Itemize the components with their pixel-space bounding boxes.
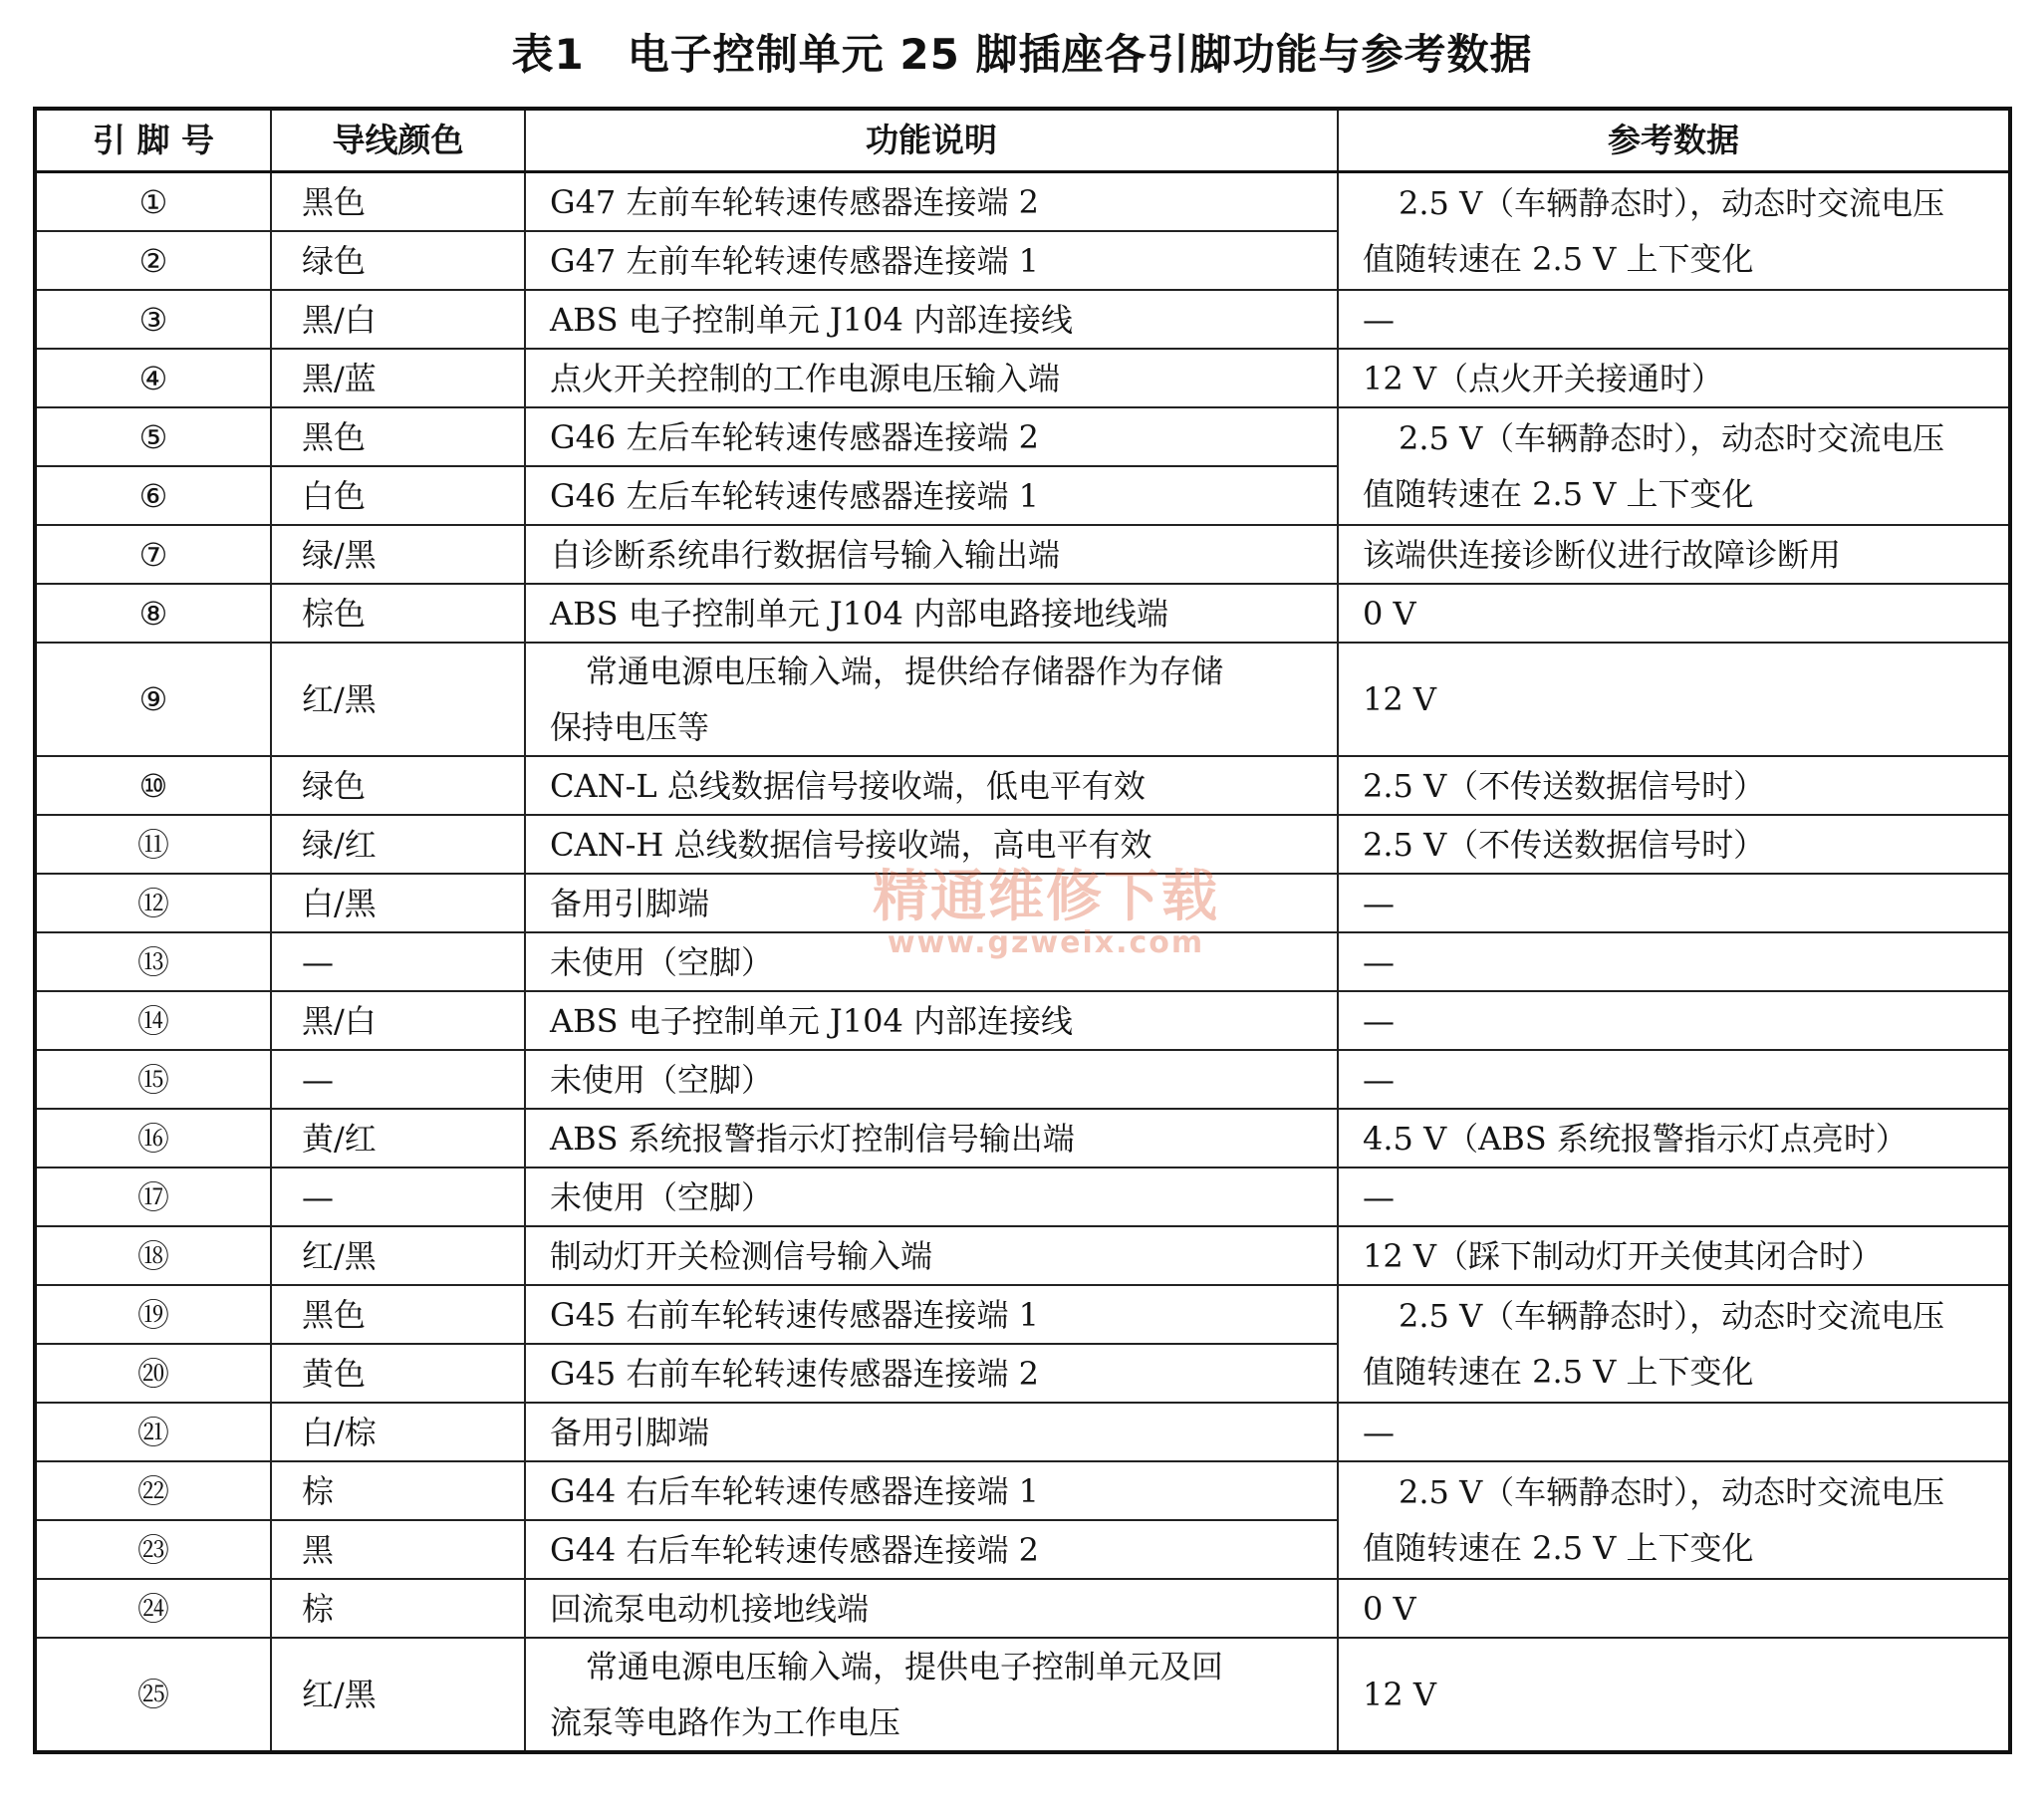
reference-data: 2.5 V（不传送数据信号时） [1338,756,2010,815]
table-row [35,172,2010,232]
wire-color: 黑/白 [271,290,525,349]
wire-color: 黑 [271,1520,525,1579]
table-row [35,290,2010,349]
reference-data: 12 V [1338,643,2010,756]
reference-data: 12 V（踩下制动灯开关使其闭合时） [1338,1226,2010,1285]
function-description: 备用引脚端 [525,1403,1338,1461]
table-row [35,1050,2010,1109]
function-description: ABS 电子控制单元 J104 内部电路接地线端 [525,584,1338,643]
reference-line: 2.5 V（车辆静态时），动态时交流电压 [1399,419,1945,457]
pin-number: ⑰ [35,1167,271,1226]
pin-number: ㉕ [35,1638,271,1752]
reference-data: — [1338,874,2010,932]
function-description: G44 右后车轮转速传感器连接端 2 [525,1520,1338,1579]
wire-color: 黑色 [271,172,525,232]
wire-color: 红/黑 [271,1638,525,1752]
pin-number: ② [35,231,271,290]
table-row [35,1579,2010,1638]
table-row [35,1461,2010,1520]
function-description: G46 左后车轮转速传感器连接端 1 [525,466,1338,525]
table-row [35,1226,2010,1285]
table-row [35,991,2010,1050]
wire-color: 棕 [271,1461,525,1520]
header-function: 功能说明 [525,109,1338,172]
function-description: ABS 电子控制单元 J104 内部连接线 [525,290,1338,349]
wire-color: 绿/红 [271,815,525,874]
reference-data: 该端供连接诊断仪进行故障诊断用 [1338,525,2010,584]
table-title: 表1 电子控制单元 25 脚插座各引脚功能与参考数据 [511,30,1533,79]
reference-data: — [1338,290,2010,349]
wire-color: 黑色 [271,1285,525,1344]
pin-number: ⑩ [35,756,271,815]
reference-data: 0 V [1338,1579,2010,1638]
reference-line: 值随转速在 2.5 V 上下变化 [1363,475,1754,513]
pin-number: ㉒ [35,1461,271,1520]
function-description: 未使用（空脚） [525,932,1338,991]
reference-data: 2.5 V（不传送数据信号时） [1338,815,2010,874]
pin-number: ⑪ [35,815,271,874]
wire-color: 白/棕 [271,1403,525,1461]
reference-line: 值随转速在 2.5 V 上下变化 [1363,240,1754,278]
reference-data [1338,1285,2010,1403]
function-line: 常通电源电压输入端，提供给存储器作为存储 [586,652,1224,690]
wire-color: 绿/黑 [271,525,525,584]
pin-number: ⑱ [35,1226,271,1285]
function-description: ABS 系统报警指示灯控制信号输出端 [525,1109,1338,1167]
reference-data: — [1338,1050,2010,1109]
wire-color: 棕 [271,1579,525,1638]
table-row [35,815,2010,874]
wire-color: 红/黑 [271,1226,525,1285]
watermark-text: 精通维修下载 [873,864,1219,929]
pin-number: ⑤ [35,407,271,466]
function-description: 未使用（空脚） [525,1167,1338,1226]
function-description: G47 左前车轮转速传感器连接端 2 [525,172,1338,232]
reference-line: 2.5 V（车辆静态时），动态时交流电压 [1399,1473,1945,1511]
function-description: G44 右后车轮转速传感器连接端 1 [525,1461,1338,1520]
pin-number: ⑧ [35,584,271,643]
reference-data: 4.5 V（ABS 系统报警指示灯点亮时） [1338,1109,2010,1167]
wire-color: — [271,932,525,991]
pin-number: ⑨ [35,643,271,756]
wire-color: 黄色 [271,1344,525,1403]
wire-color: — [271,1167,525,1226]
wire-color: 白色 [271,466,525,525]
wire-color: 黑/蓝 [271,349,525,407]
watermark-url: www.gzweix.com [887,925,1205,960]
pin-number: ④ [35,349,271,407]
reference-data: — [1338,1403,2010,1461]
wire-color: 绿色 [271,231,525,290]
table-row [35,756,2010,815]
reference-line: 值随转速在 2.5 V 上下变化 [1363,1529,1754,1567]
pin-number: ⑲ [35,1285,271,1344]
table-row [35,874,2010,932]
table-header-row [35,109,2010,172]
function-description: 备用引脚端 [525,874,1338,932]
wire-color: 棕色 [271,584,525,643]
wire-color: — [271,1050,525,1109]
reference-data [1338,407,2010,525]
function-description: G47 左前车轮转速传感器连接端 1 [525,231,1338,290]
function-description: CAN-H 总线数据信号接收端，高电平有效 [525,815,1338,874]
table-row [35,525,2010,584]
function-description: G46 左后车轮转速传感器连接端 2 [525,407,1338,466]
function-description: 点火开关控制的工作电源电压输入端 [525,349,1338,407]
wire-color: 红/黑 [271,643,525,756]
pin-function-table [33,107,2012,1754]
reference-data: 12 V（点火开关接通时） [1338,349,2010,407]
header-pin: 引 脚 号 [35,109,271,172]
reference-data: 12 V [1338,1638,2010,1752]
reference-data: — [1338,1167,2010,1226]
table-row [35,932,2010,991]
function-description: CAN-L 总线数据信号接收端，低电平有效 [525,756,1338,815]
table-row [35,1109,2010,1167]
pin-number: ⑬ [35,932,271,991]
table-row [35,1638,2010,1752]
function-description: G45 右前车轮转速传感器连接端 1 [525,1285,1338,1344]
function-description: 自诊断系统串行数据信号输入输出端 [525,525,1338,584]
reference-line: 2.5 V（车辆静态时），动态时交流电压 [1399,184,1945,222]
function-description [525,1638,1338,1752]
reference-data: 0 V [1338,584,2010,643]
function-line: 保持电压等 [550,708,710,746]
pin-number: ⑳ [35,1344,271,1403]
pin-number: ⑮ [35,1050,271,1109]
wire-color: 绿色 [271,756,525,815]
header-reference: 参考数据 [1338,109,2010,172]
table-row [35,1403,2010,1461]
pin-number: ⑦ [35,525,271,584]
table-row [35,584,2010,643]
wire-color: 白/黑 [271,874,525,932]
pin-number: ⑫ [35,874,271,932]
function-description: 制动灯开关检测信号输入端 [525,1226,1338,1285]
reference-line: 值随转速在 2.5 V 上下变化 [1363,1353,1754,1391]
reference-line: 2.5 V（车辆静态时），动态时交流电压 [1399,1297,1945,1335]
table-row [35,1285,2010,1344]
pin-number: ③ [35,290,271,349]
wire-color: 黑/白 [271,991,525,1050]
table-row [35,349,2010,407]
table-row [35,1167,2010,1226]
table-row [35,407,2010,466]
reference-data [1338,172,2010,291]
reference-data: — [1338,932,2010,991]
wire-color: 黑色 [271,407,525,466]
pin-number: ⑭ [35,991,271,1050]
pin-number: ㉑ [35,1403,271,1461]
function-line: 常通电源电压输入端，提供电子控制单元及回 [586,1648,1224,1686]
pin-number: ㉔ [35,1579,271,1638]
function-description: ABS 电子控制单元 J104 内部连接线 [525,991,1338,1050]
function-description: G45 右前车轮转速传感器连接端 2 [525,1344,1338,1403]
wire-color: 黄/红 [271,1109,525,1167]
function-line: 流泵等电路作为工作电压 [550,1703,901,1741]
reference-data: — [1338,991,2010,1050]
table-row [35,643,2010,756]
pin-number: ① [35,172,271,232]
pin-number: ㉓ [35,1520,271,1579]
reference-data [1338,1461,2010,1579]
header-wire-color: 导线颜色 [271,109,525,172]
function-description: 未使用（空脚） [525,1050,1338,1109]
pin-number: ⑥ [35,466,271,525]
function-description: 回流泵电动机接地线端 [525,1579,1338,1638]
pin-number: ⑯ [35,1109,271,1167]
function-description [525,643,1338,756]
